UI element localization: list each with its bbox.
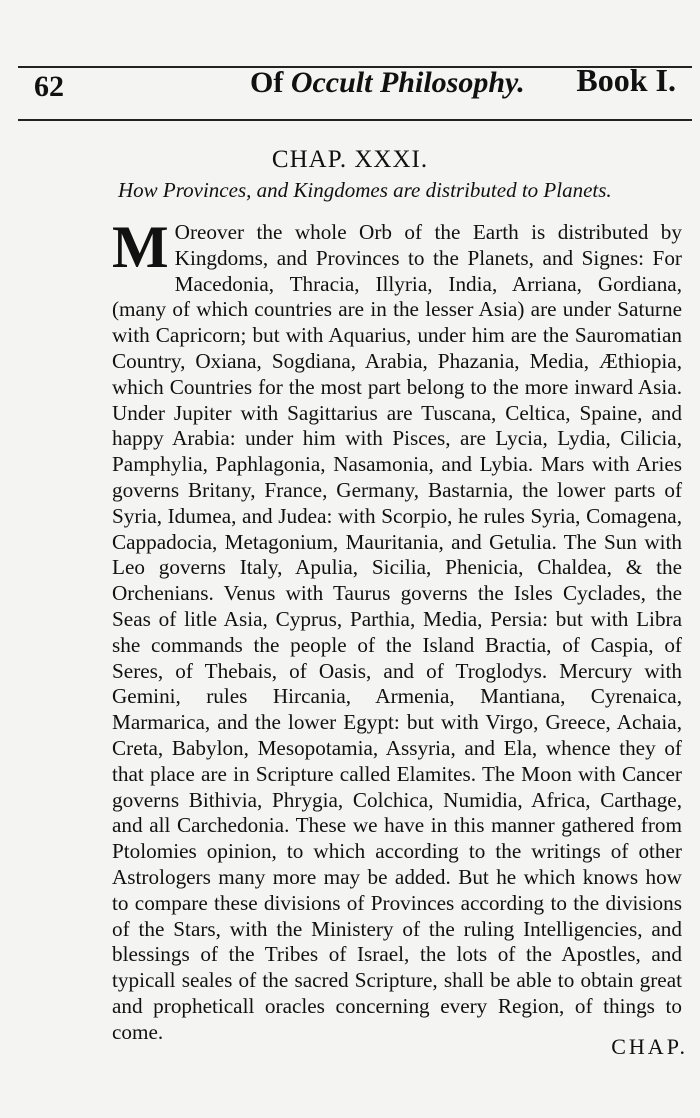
chapter-body [112, 214, 682, 1046]
running-title [250, 66, 525, 100]
running-title-italic: Occult Philosophy. [290, 66, 525, 99]
book-label: Book I. [576, 62, 676, 98]
catchword: CHAP. [611, 1034, 688, 1059]
chapter-subtitle: How Provinces, and Kingdomes are distributed to Planets. [118, 178, 612, 202]
chapter-heading: CHAP. XXXI. [271, 146, 429, 173]
header-rule [18, 119, 692, 121]
body-paragraph: Oreover the whole Orb of the Earth is distributed by Kingdoms, and Provinces to the Planets, and Signes: For Macedonia, Thracia, Illyria, India, Arriana, Gordiana, (many of which countries are in the lesser Asia) are under Saturne with Capricorn; but with Aquarius, under him are the Sauromatian Country, Oxiana, Sogdiana, Arabia, Phazania, Media, Æthiopia, which Countries for the most part belong to the more inward Asia. Under Jupiter with Sagittarius are Tuscana, Celtica, Spaine, and happy Arabia: under him with Pisces, are Lycia, Lydia, Cilicia, Pamphylia, Paphlagonia, Nasamonia, and Lybia. Mars with Aries governs Britany, France, Germany, Bastarnia, the lower parts of Syria, Idumea, and Judea: with Scorpio, he rules Syria, Comagena, Cappadocia, Metagonium, Mauritania, and Getulia. The Sun with Leo governs Italy, Apulia, Sicilia, Phenicia, Chaldea, & the Orchenians. Venus with Taurus governs the Isles Cyclades, the Seas of litle Asia, Cyprus, Parthia, Media, Persia: but with Libra she commands the people of the Island Bractia, of Caspia, of Seres, of Thebais, of Oasis, and of Troglodys. Mercury with Gemini, rules Hircania, Armenia, Mantiana, Cyrenaica, Marmarica, and the lower Egypt: but with Virgo, Greece, Achaia, Creta, Babylon, Mesopotamia, Assyria, and Ela, whence they of that place are in Scripture called Elamites. The Moon with Cancer governs Bithivia, Phrygia, Colchica, Numidia, Africa, Carthage, and all Carchedonia. These we have in this manner gathered from Ptolomies opinion, to which according to the writings of other Astrologers many more may be added. But he which knows how to compare these divisions of Provinces according to the divisions of the Stars, with the Ministery of the ruling Intelligencies, and blessings of the Tribes of Israel, the lots of the Apostles, and typicall seales of the sacred Scripture, shall be able to obtain great and propheticall oracles concerning every Region, of things to come. [112, 220, 682, 1044]
page-header [22, 58, 688, 108]
drop-cap: M [112, 214, 169, 280]
page-number: 62 [34, 70, 64, 103]
running-title-prefix: Of [250, 66, 291, 99]
